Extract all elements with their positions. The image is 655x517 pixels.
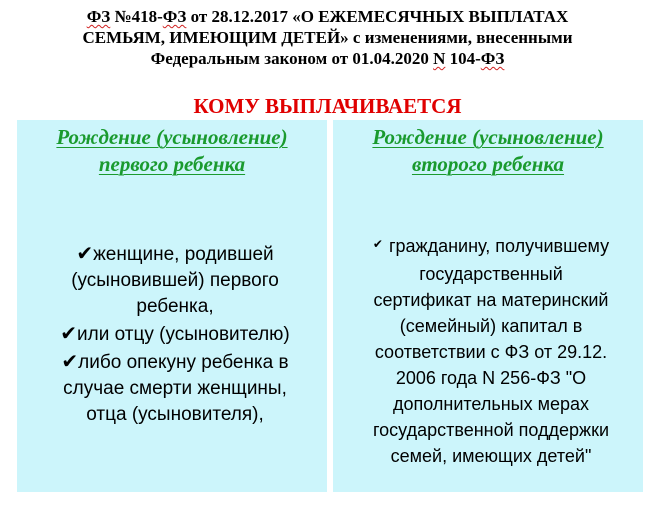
second-child-recipients [343,233,639,469]
recipient-text-continued: 2006 года N 256-ФЗ "О [395,368,587,388]
recipient-text: или отцу (усыновителю) [77,324,290,345]
header-amend-number: 104- [445,49,481,68]
check-icon: ✔ [76,241,94,265]
recipient-text-continued: соответствии с ФЗ от 29.12. [374,342,608,362]
header-amend-text: Федеральным законом от 01.04.2020 [150,49,434,68]
recipient-text-continued: случае смерти женщины, [63,378,287,399]
recipient-text-continued: (усыновившей) первого [71,270,279,291]
recipient-text-continued: дополнительных мерах [393,394,589,414]
header-amend-abbrev: ФЗ [480,49,505,68]
header-amend-n: N [433,49,446,68]
recipient-text-continued: семей, имеющих детей" [390,446,592,466]
recipient-item [27,348,323,376]
header-law-number: №418- [110,7,163,26]
second-child-heading-line-2-wrap [333,151,643,178]
recipient-text: либо опекуну ребенка в [78,352,289,373]
check-icon: ✔ [61,349,79,373]
recipient-text: женщине, родившей [93,244,274,265]
header-line-3 [0,48,655,69]
recipient-text: гражданину, получившему [388,236,610,256]
second-child-panel [333,120,643,492]
recipient-text-continued: государственной поддержки [372,420,610,440]
document-header [0,6,655,69]
first-child-heading-line-2: первого ребенка [98,152,246,176]
recipient-text-continued: сертификат на материнский [373,290,609,310]
recipient-text-continued: ребенка, [136,296,214,317]
first-child-heading [17,124,327,178]
second-child-heading-line-1: Рождение (усыновление) [372,125,604,149]
recipient-text-continued: отца (усыновителя), [86,404,264,425]
first-child-heading-line-1: Рождение (усыновление) [56,125,288,149]
second-child-heading-line-2: второго ребенка [411,152,565,176]
second-child-heading [333,124,643,178]
header-law-abbrev: ФЗ [86,7,111,26]
recipient-text-continued: (семейный) капитал в [399,316,583,336]
section-title: КОМУ ВЫПЛАЧИВАЕТСЯ [193,94,462,118]
header-law-title-start: от 28.12.2017 «О ЕЖЕМЕСЯЧНЫХ ВЫПЛАТАХ [186,7,569,26]
header-line-1 [0,6,655,27]
check-icon: ✔ [60,321,78,345]
check-icon: ✔ [372,237,383,251]
header-law-abbrev-2: ФЗ [162,7,187,26]
first-child-heading-line-2-wrap [17,151,327,178]
recipient-item [27,320,323,348]
first-child-recipients [27,240,323,428]
header-line-2: СЕМЬЯМ, ИМЕЮЩИМ ДЕТЕЙ» с изменениями, внесенными [82,28,573,47]
recipient-text-continued: государственный [419,264,563,284]
recipient-item [343,233,639,261]
recipient-item [27,240,323,268]
first-child-panel [17,120,327,492]
